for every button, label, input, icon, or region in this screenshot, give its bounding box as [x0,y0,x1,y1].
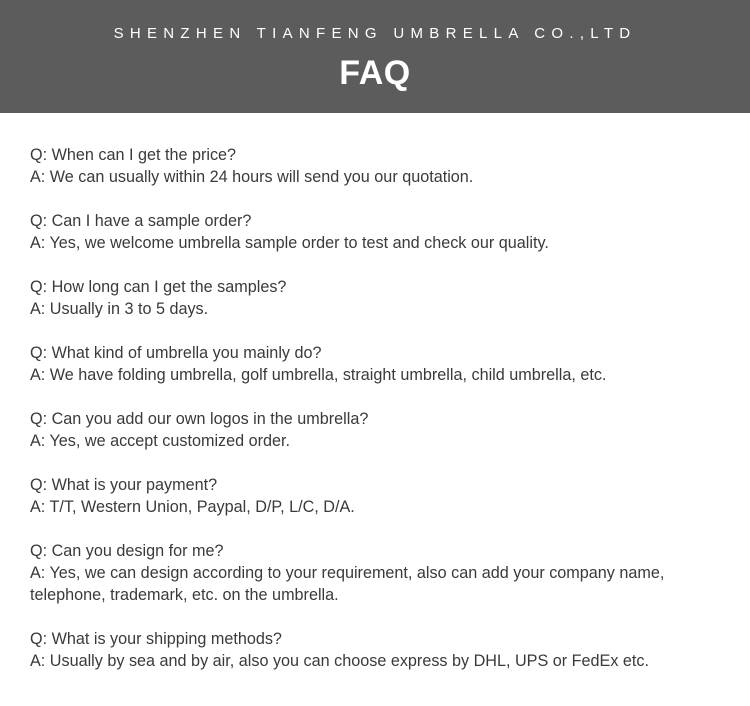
faq-item [30,276,720,320]
faq-item [30,144,720,188]
faq-answer: A: Yes, we welcome umbrella sample order to test and check our quality. [30,234,549,252]
faq-question: Q: How long can I get the samples? [30,278,287,296]
faq-question: Q: What is your shipping methods? [30,630,282,648]
header-banner [0,0,750,113]
faq-answer: A: Usually in 3 to 5 days. [30,300,209,318]
faq-answer: A: We have folding umbrella, golf umbrella, straight umbrella, child umbrella, etc. [30,366,607,384]
faq-answer: A: Yes, we can design according to your requirement, also can add your company name, telephone, trademark, etc. on the umbrella. [30,564,665,604]
page-title: FAQ [339,54,411,92]
faq-item [30,540,720,606]
faq-question: Q: Can you add our own logos in the umbrella? [30,410,369,428]
faq-item [30,210,720,254]
faq-item [30,408,720,452]
faq-question: Q: What kind of umbrella you mainly do? [30,344,322,362]
faq-answer: A: We can usually within 24 hours will send you our quotation. [30,168,474,186]
faq-question: Q: Can you design for me? [30,542,224,560]
faq-question: Q: What is your payment? [30,476,218,494]
faq-question: Q: When can I get the price? [30,146,237,164]
faq-answer: A: Usually by sea and by air, also you can choose express by DHL, UPS or FedEx etc. [30,652,650,670]
faq-list [0,113,750,672]
faq-question: Q: Can I have a sample order? [30,212,252,230]
faq-answer: A: Yes, we accept customized order. [30,432,291,450]
faq-item [30,474,720,518]
faq-answer: A: T/T, Western Union, Paypal, D/P, L/C, D/A. [30,498,355,516]
faq-item [30,628,720,672]
company-name: SHENZHEN TIANFENG UMBRELLA CO.,LTD [113,25,637,42]
faq-item [30,342,720,386]
